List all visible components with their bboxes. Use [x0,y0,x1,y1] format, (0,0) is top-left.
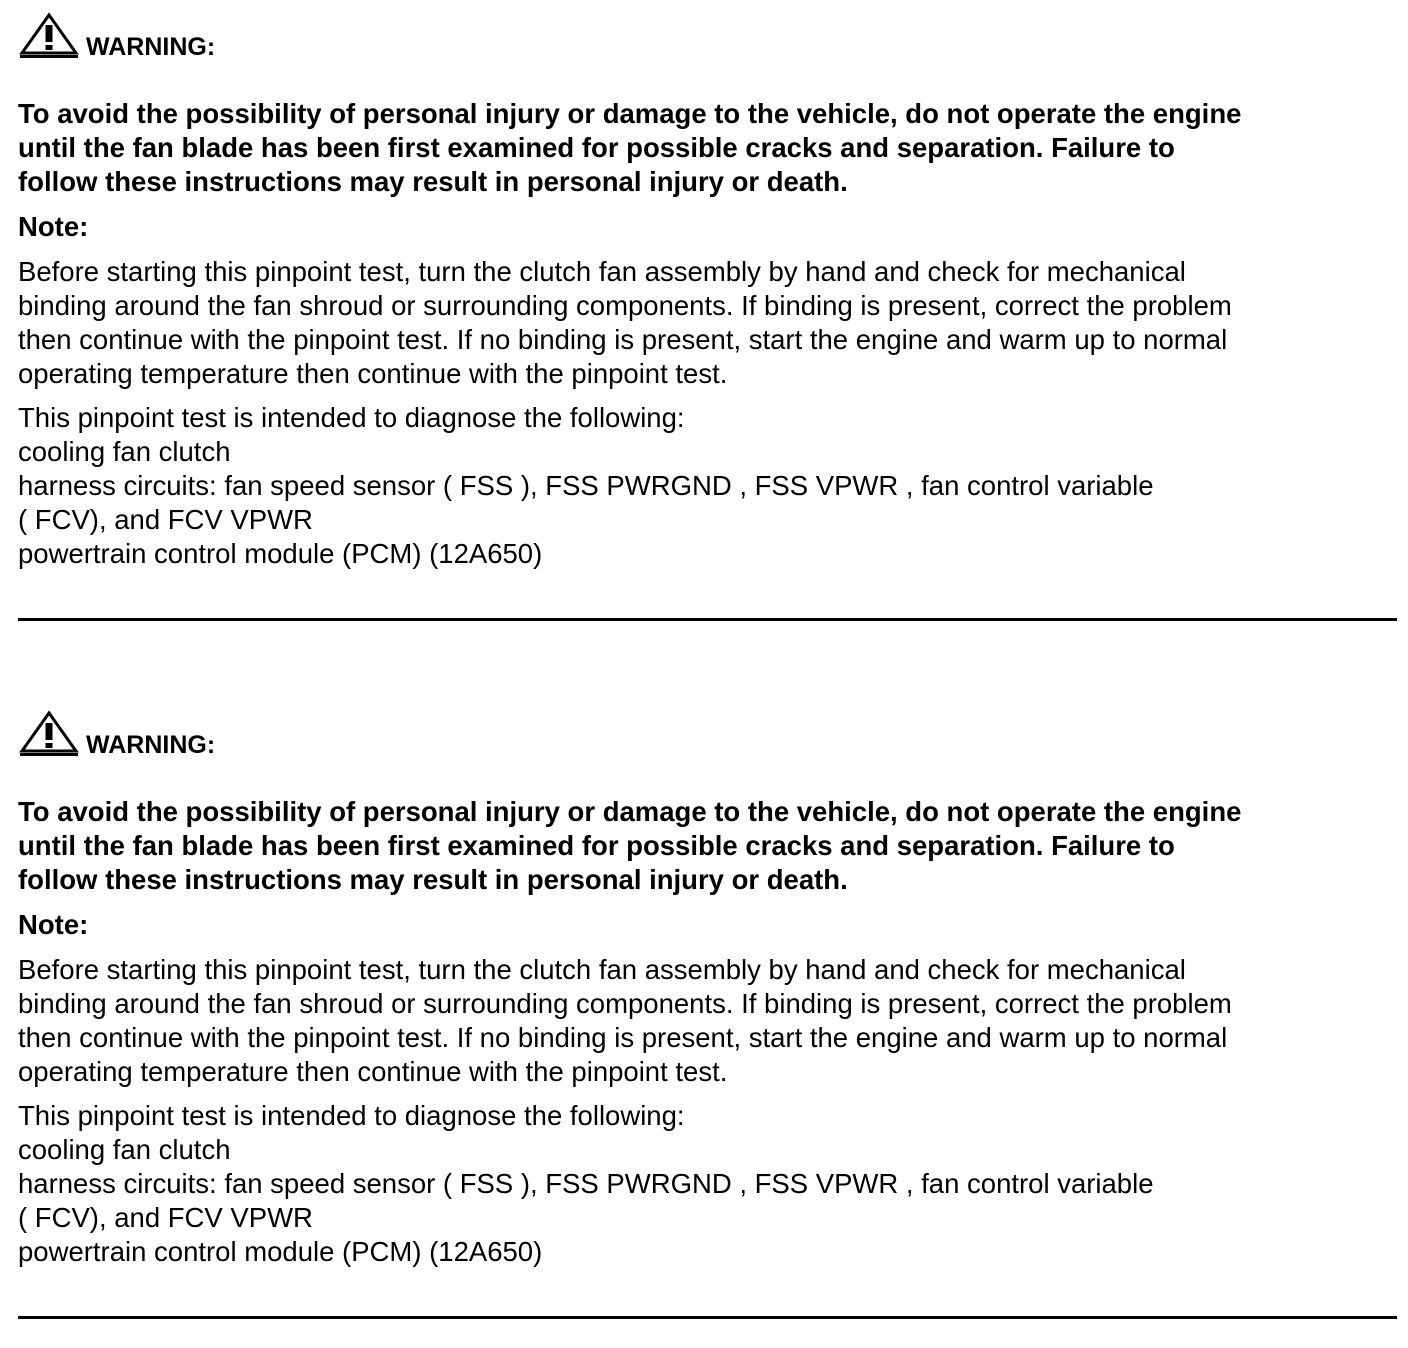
note-line: then continue with the pinpoint test. If no binding is present, start the engine and warm up to normal [18,1022,1228,1053]
section-divider [18,1316,1397,1319]
diagnose-item: harness circuits: fan speed sensor ( FSS ), FSS PWRGND , FSS VPWR , fan control variable [18,470,1154,501]
warning-label: WARNING: [86,731,216,759]
warning-triangle-icon [18,12,80,60]
note-line: operating temperature then continue with the pinpoint test. [18,358,728,389]
diagnose-list [18,401,1396,571]
note-line: then continue with the pinpoint test. If no binding is present, start the engine and warm up to normal [18,324,1228,355]
note-label: Note: [18,909,89,940]
warning-header [18,708,215,758]
warning-line: To avoid the possibility of personal injury or damage to the vehicle, do not operate the engine [18,98,1242,129]
diagnose-item: cooling fan clutch [18,436,231,467]
diagnose-item: powertrain control module (PCM) (12A650) [18,1236,543,1267]
warning-header [18,10,215,60]
warning-line: follow these instructions may result in personal injury or death. [18,166,848,197]
warning-line: until the fan blade has been first examined for possible cracks and separation. Failure to [18,132,1175,163]
warning-triangle-icon [18,710,80,758]
warning-text [18,795,1396,897]
note-text [18,953,1396,1089]
note-line: binding around the fan shroud or surrounding components. If binding is present, correct the problem [18,988,1232,1019]
diagnose-item: cooling fan clutch [18,1134,231,1165]
note-line: operating temperature then continue with the pinpoint test. [18,1056,728,1087]
diagnose-item: ( FCV), and FCV VPWR [18,1202,313,1233]
note-line: binding around the fan shroud or surrounding components. If binding is present, correct the problem [18,290,1232,321]
diagnose-item: ( FCV), and FCV VPWR [18,504,313,535]
note-text [18,255,1396,391]
diagnose-intro: This pinpoint test is intended to diagnose the following: [18,1100,685,1131]
diagnose-list [18,1099,1396,1269]
note-line: Before starting this pinpoint test, turn the clutch fan assembly by hand and check for mechanical [18,954,1186,985]
warning-line: follow these instructions may result in personal injury or death. [18,864,848,895]
diagnose-item: powertrain control module (PCM) (12A650) [18,538,543,569]
section-divider [18,618,1397,621]
warning-text [18,97,1396,199]
diagnose-item: harness circuits: fan speed sensor ( FSS ), FSS PWRGND , FSS VPWR , fan control variable [18,1168,1154,1199]
warning-line: until the fan blade has been first examined for possible cracks and separation. Failure to [18,830,1175,861]
warning-line: To avoid the possibility of personal injury or damage to the vehicle, do not operate the engine [18,796,1242,827]
note-label: Note: [18,211,89,242]
note-line: Before starting this pinpoint test, turn the clutch fan assembly by hand and check for mechanical [18,256,1186,287]
diagnose-intro: This pinpoint test is intended to diagnose the following: [18,402,685,433]
warning-label: WARNING: [86,33,216,61]
